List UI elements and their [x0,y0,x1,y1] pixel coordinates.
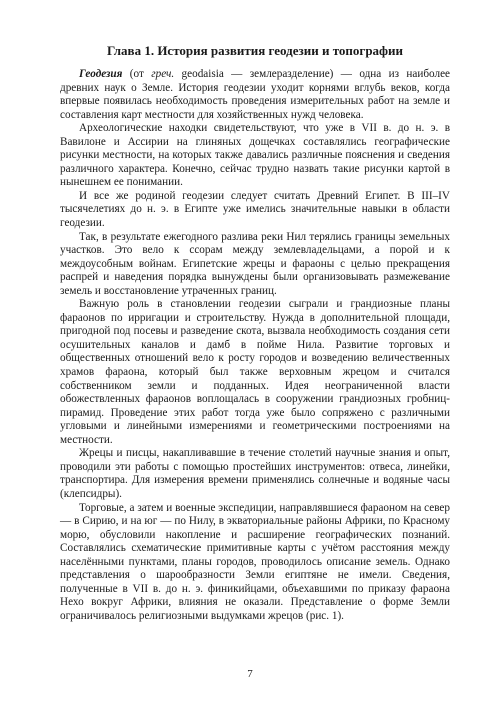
paragraph: Так, в результате ежегодного разлива реки Нил терялись границы земельных участков. Это вело к ссорам между землевладельцами, а порой и к междоусобным войнам. Египетские жрецы и фараоны с целью прекращения распрей и наведения порядка вынуждены были организовывать размежевание земель и восстановление утраченных границ. [60,230,450,297]
paragraph: И все же родиной геодезии следует считать Древний Египет. В III–IV тысячелетиях до н. э. в Египте уже имелись значительные навыки в области геодезии. [60,189,450,230]
paragraph: Важную роль в становлении геодезии сыграли и грандиозные планы фараонов по ирригации и строительству. Нужда в дополнительной площади, пригодной под посевы и разведение скота, вызвала необходимость создания сети осушительных каналов и дамб в пойме Нила. Развитие торговых и общественных отношений вело к росту городов и возведению величественных храмов фараона, который был также верховным жрецом и считался собственником земли и подданных. Идея неограниченной власти обожествленных фараонов воплощалась в сооружении грандиозных гробниц-пирамид. Проведение этих работ тогда уже было сопряжено с различными угловыми и линейными измерениями и геометрическими построениями на местности. [60,298,450,446]
term-geodesy: Геодезия [79,68,123,80]
paragraph: Торговые, а затем и военные экспедиции, направлявшиеся фараоном на север — в Сирию, и на юг — по Нилу, в экваториальные районы Африки, по Красному морю, обусловили накопление и расширение географических познаний. Составлялись схематические примитивные карты с учётом расстояния между населёнными пунктами, планы городов, проводилось описание земель. Однако представления о шарообразности Земли египтяне не имели. Сведения, полученные в VII в. до н. э. финикийцами, объехавшими по приказу фараона Нехо вокруг Африки, влияния не оказали. Представление о форме Земли ограничивалось религиозными выдумками жрецов (рис. 1). [60,501,450,622]
chapter-title: Глава 1. История развития геодезии и топографии [106,43,404,58]
body-text [60,68,450,623]
page-number: 7 [247,668,253,680]
paragraph: Жрецы и писцы, накапливавшие в течение столетий научные знания и опыт, проводили эти работы с помощью простейших инструментов: отвеса, линейки, транспортира. Для измерения времени применялись солнечные и водяные часы (клепсидры). [60,447,450,500]
paragraph-text: (от [122,68,152,80]
paragraph: Археологические находки свидетельствуют, что уже в VII в. до н. э. в Вавилоне и Ассирии на глиняных дощечках составлялись географические рисунки местности, на которых также давались различные пояснения и сведения различного характера. Конечно, сейчас трудно назвать такие рисунки картой в нынешнем ее понимании. [60,122,450,189]
abbreviation-greek: греч. [151,68,175,80]
paragraph [60,68,450,122]
paragraph-text: geodaisia — землеразделение) — одна из наиболее древних наук о Земле. История геодезии уходит корнями вглубь веков, когда впервые появилась необходимость проведения измерительных работ на земле и составления карт местности для хозяйственных нужд человека. [60,68,451,121]
